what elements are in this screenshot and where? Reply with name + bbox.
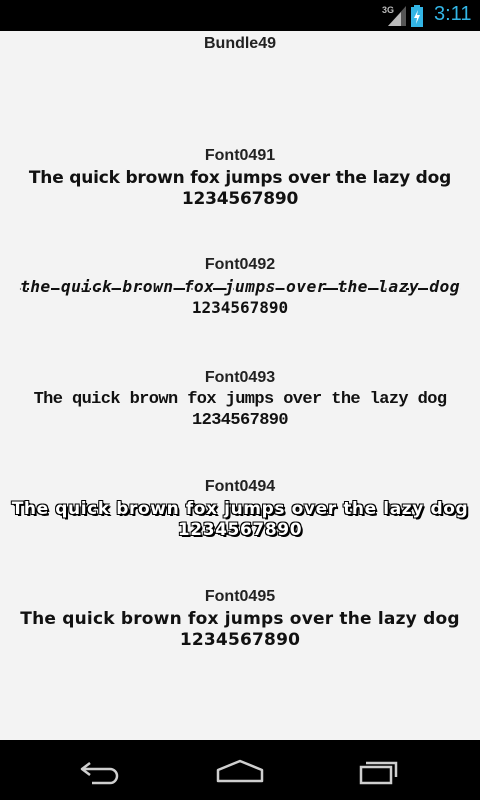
- font-sample-digits: 1234567890: [191, 411, 289, 430]
- font-name: Font0491: [204, 147, 276, 164]
- back-button[interactable]: [70, 754, 130, 788]
- font-sample-text: The quick brown fox jumps over the lazy dog: [28, 168, 452, 188]
- recent-apps-icon: [350, 754, 410, 788]
- back-icon: [70, 754, 130, 788]
- font-name: Font0492: [204, 256, 276, 273]
- font-preview-item[interactable]: [0, 145, 480, 209]
- font-sample-text: The quick brown fox jumps over the lazy dog: [11, 499, 469, 519]
- network-type: 3G: [382, 5, 395, 15]
- home-icon: [210, 754, 270, 788]
- font-preview-item[interactable]: [0, 367, 480, 431]
- clock: 3:11: [434, 3, 472, 25]
- font-preview-item[interactable]: [0, 476, 480, 540]
- font-list[interactable]: [0, 31, 480, 740]
- font-sample-digits: 1234567890: [181, 189, 299, 209]
- font-sample-text: the quick brown fox jumps over the lazy dog: [19, 277, 461, 296]
- font-sample-text: The quick brown fox jumps over the lazy dog: [33, 390, 447, 409]
- bundle-title: Bundle49: [203, 35, 276, 52]
- navigation-bar: [0, 740, 480, 800]
- font-preview-item[interactable]: [0, 254, 480, 318]
- font-sample-digits: 1234567890: [179, 630, 301, 650]
- recent-apps-button[interactable]: [350, 754, 410, 788]
- signal-icon: [388, 6, 406, 26]
- battery-icon: [411, 5, 423, 27]
- font-name: Font0493: [204, 369, 276, 386]
- font-name: Font0494: [204, 478, 276, 495]
- font-sample-digits: 1234567890: [177, 520, 303, 540]
- font-sample-digits: 1234567890: [191, 298, 289, 317]
- font-name: Font0495: [204, 588, 276, 605]
- font-preview-item[interactable]: [0, 586, 480, 650]
- status-bar: [0, 0, 480, 31]
- font-sample-text: The quick brown fox jumps over the lazy dog: [20, 609, 460, 629]
- home-button[interactable]: [210, 754, 270, 788]
